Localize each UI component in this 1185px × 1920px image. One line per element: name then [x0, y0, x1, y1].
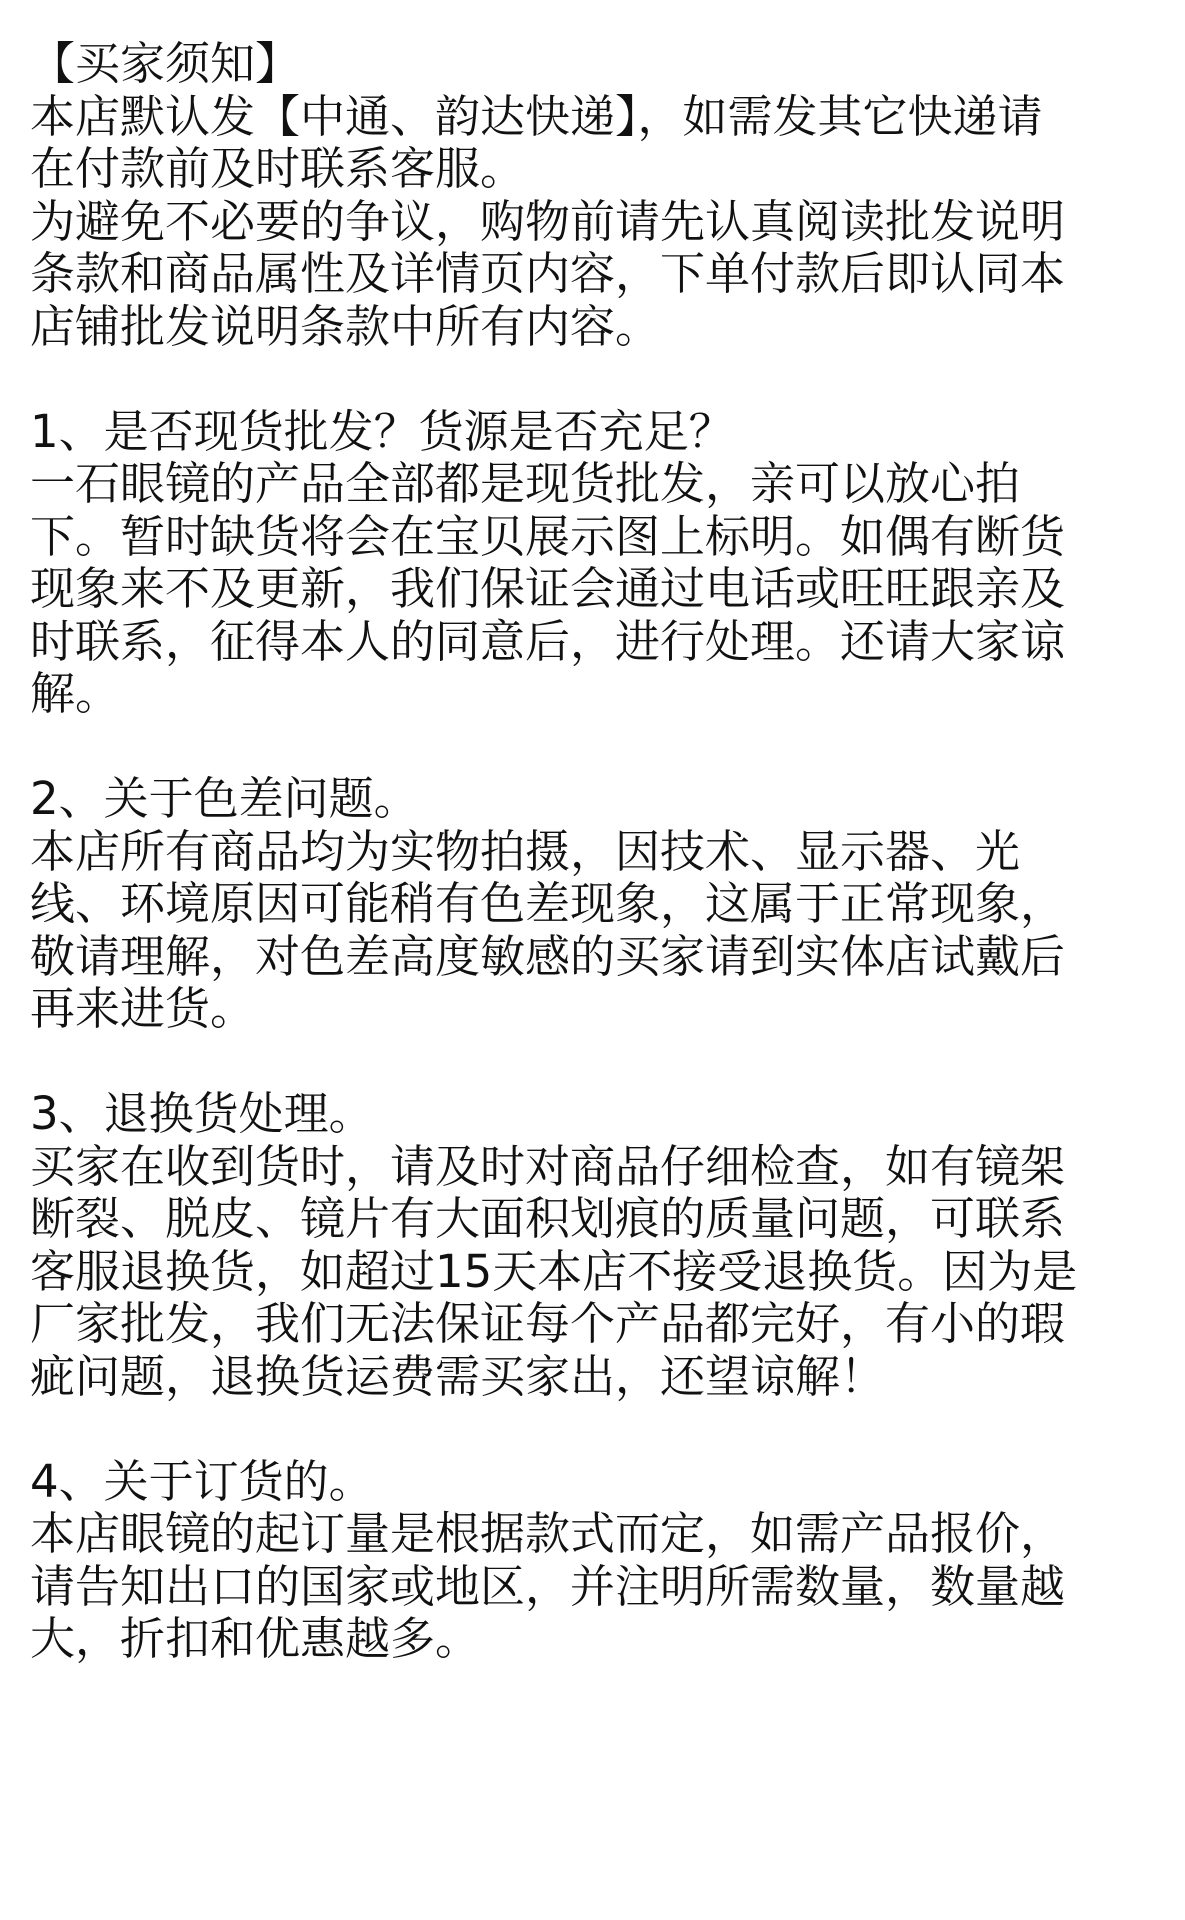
paragraph-spacer — [30, 1403, 1165, 1456]
section-line: 解。 — [30, 667, 121, 720]
section-line: 请告知出口的国家或地区，并注明所需数量，数量越 — [30, 1559, 1066, 1613]
section-returns — [30, 1088, 1165, 1403]
section-heading: 3、退换货处理。 — [30, 1087, 374, 1140]
intro-line: 店铺批发说明条款中所有内容。 — [30, 299, 661, 353]
intro-line: 为避免不必要的争议，购物前请先认真阅读批发说明 — [30, 194, 1066, 248]
section-line: 买家在收到货时，请及时对商品仔细检查，如有镜架 — [30, 1139, 1066, 1193]
section-stock — [30, 406, 1165, 721]
intro-line: 本店默认发【中通、韵达快递】，如需发其它快递请 — [30, 89, 1043, 143]
section-line: 断裂、脱皮、镜片有大面积划痕的质量问题，可联系 — [30, 1192, 1066, 1245]
section-line: 厂家批发，我们无法保证每个产品都完好，有小的瑕 — [30, 1297, 1066, 1350]
intro-line: 在付款前及时联系客服。 — [30, 142, 526, 195]
section-line: 敬请理解，对色差高度敏感的买家请到实体店试戴后 — [30, 929, 1066, 983]
section-line: 大，折扣和优惠越多。 — [30, 1612, 481, 1665]
section-line: 再来进货。 — [30, 982, 256, 1035]
section-line: 本店眼镜的起订量是根据款式而定，如需产品报价， — [30, 1507, 1066, 1560]
section-ordering — [30, 1456, 1165, 1666]
section-heading: 2、关于色差问题。 — [30, 772, 419, 825]
buyer-notice-document — [30, 38, 1165, 1666]
section-line: 现象来不及更新，我们保证会通过电话或旺旺跟亲及 — [30, 562, 1066, 615]
section-line: 下。暂时缺货将会在宝贝展示图上标明。如偶有断货 — [30, 509, 1066, 563]
paragraph-spacer — [30, 353, 1165, 406]
section-color-difference — [30, 773, 1165, 1036]
section-line: 疵问题，退换货运费需买家出，还望谅解！ — [30, 1349, 886, 1403]
intro-paragraph — [30, 91, 1165, 354]
paragraph-spacer — [30, 721, 1165, 774]
section-line: 一石眼镜的产品全部都是现货批发，亲可以放心拍 — [30, 457, 1021, 510]
intro-line: 条款和商品属性及详情页内容，下单付款后即认同本 — [30, 247, 1066, 300]
section-heading: 4、关于订货的。 — [30, 1454, 374, 1508]
paragraph-spacer — [30, 1036, 1165, 1089]
section-heading: 1、是否现货批发？货源是否充足？ — [30, 404, 734, 458]
section-line: 线、环境原因可能稍有色差现象，这属于正常现象， — [30, 877, 1066, 930]
notice-title: 【买家须知】 — [30, 37, 301, 90]
section-line: 本店所有商品均为实物拍摄，因技术、显示器、光 — [30, 824, 1021, 878]
section-line: 时联系，征得本人的同意后，进行处理。还请大家谅 — [30, 614, 1066, 668]
section-line: 客服退换货，如超过15天本店不接受退换货。因为是 — [30, 1244, 1078, 1298]
